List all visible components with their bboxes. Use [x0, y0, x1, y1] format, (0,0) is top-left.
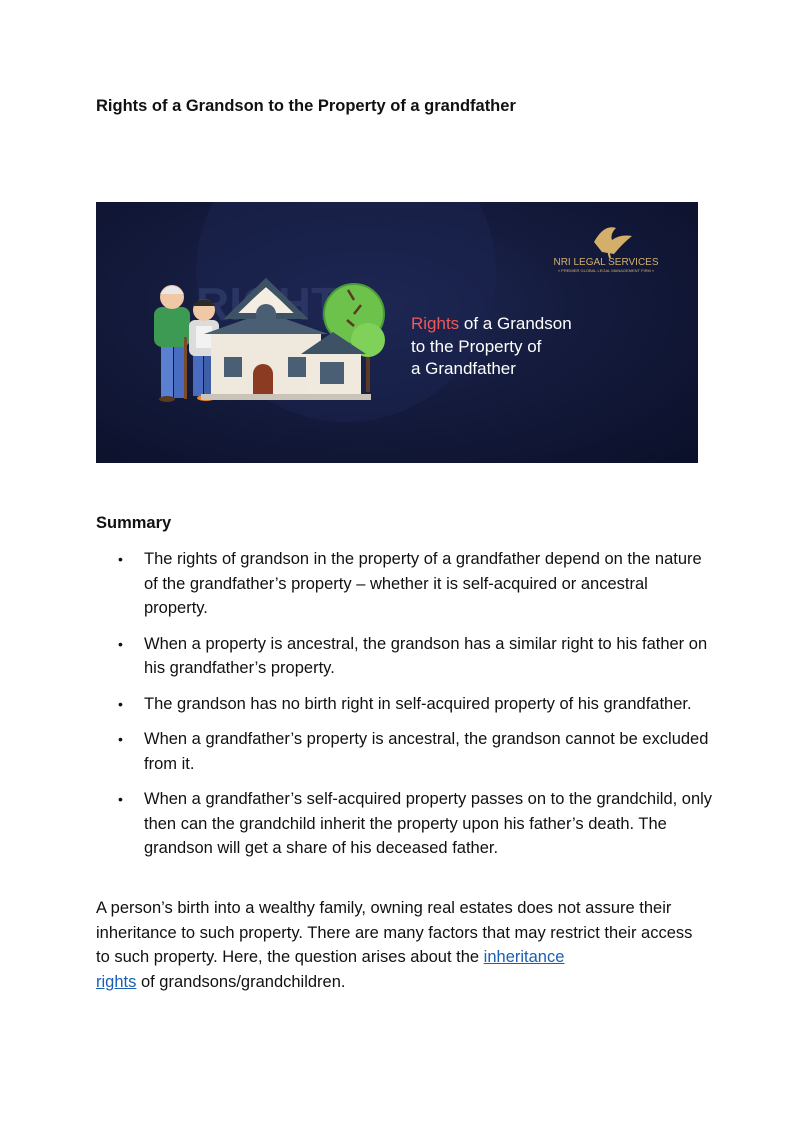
- list-item: [96, 787, 716, 861]
- bullet-icon: •: [118, 791, 123, 807]
- list-item: [96, 727, 716, 776]
- nri-legal-logo: [553, 227, 658, 273]
- list-item: [96, 632, 716, 681]
- bullet-icon: •: [118, 731, 123, 747]
- link-text-part2[interactable]: rights: [96, 972, 137, 991]
- paragraph-text-after: of grandsons/grandchildren.: [136, 972, 346, 991]
- link-text-part1[interactable]: inheritance: [483, 948, 565, 966]
- grandfather-figure: [154, 285, 190, 402]
- bullet-icon: •: [118, 635, 123, 652]
- banner-illustration: [96, 202, 698, 463]
- banner-headline-line1: Rights of a Grandson: [411, 314, 572, 333]
- bullet-icon: •: [118, 551, 123, 567]
- list-item-text: When a grandfather’s self-acquired property passes on to the grandchild, only then can the grandchild inherit the property upon his father’s death. The grandson will get a share of his deceased father.: [144, 790, 713, 857]
- list-item: [96, 547, 716, 621]
- list-item: [96, 692, 716, 717]
- logo-name: NRI LEGAL SERVICES: [553, 257, 659, 268]
- banner-headline-line3: a Grandfather: [411, 359, 516, 378]
- bullet-icon: •: [118, 695, 123, 712]
- list-item-text: The rights of grandson in the property of a grandfather depend on the nature of the grandfather’s property – whether it is self-acquired or ancestral property.: [144, 550, 702, 617]
- summary-heading: Summary: [96, 514, 172, 532]
- body-paragraph: [96, 896, 706, 994]
- summary-list: [96, 547, 716, 872]
- logo-tagline: « PREMIER GLOBAL LEGAL MANAGEMENT FIRM »: [557, 268, 655, 273]
- page-title: Rights of a Grandson to the Property of a grandfather: [96, 97, 516, 115]
- list-item-text: The grandson has no birth right in self-acquired property of his grandfather.: [144, 694, 692, 713]
- list-item-text: When a grandfather’s property is ancestral, the grandson cannot be excluded from it.: [144, 730, 709, 773]
- paragraph-text-before: A person’s birth into a wealthy family, owning real estates does not assure their inheritance to such property. There are many factors that may restrict their access to such property. Here, the question arises about the: [96, 899, 693, 966]
- article-banner-image: [96, 202, 698, 463]
- list-item-text: When a property is ancestral, the grandson has a similar right to his father on his grandfather’s property.: [144, 634, 708, 677]
- banner-headline-line2: to the Property of: [411, 337, 542, 356]
